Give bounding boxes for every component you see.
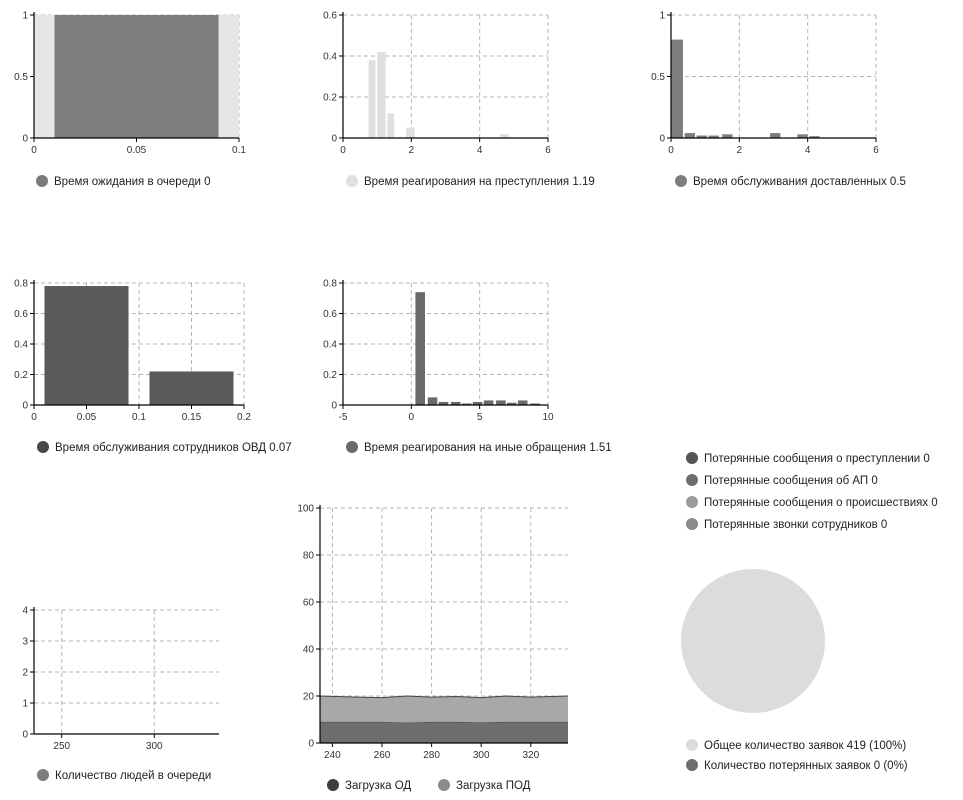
- x-tick-label: 0.2: [237, 412, 251, 423]
- lost-legend-swatch[interactable]: [686, 452, 698, 464]
- x-tick-label: 4: [804, 145, 811, 156]
- lost-legend-label[interactable]: Потерянные звонки сотрудников 0: [704, 519, 888, 531]
- y-tick-label: 0: [22, 400, 28, 412]
- x-tick-label: 0.05: [76, 412, 97, 423]
- bar: [770, 133, 780, 138]
- legend-swatch[interactable]: [346, 441, 358, 453]
- legend-swatch[interactable]: [36, 175, 48, 187]
- bar: [500, 134, 509, 138]
- pie-legend-swatch[interactable]: [686, 759, 698, 771]
- bar: [671, 40, 683, 138]
- legend-label[interactable]: Время ожидания в очереди 0: [54, 176, 211, 188]
- y-tick-label: 0.2: [323, 92, 337, 104]
- x-tick-label: 6: [545, 145, 551, 156]
- y-tick-label: 0: [331, 400, 337, 412]
- bar: [496, 400, 506, 405]
- chart-delivered-service: [651, 11, 906, 189]
- x-tick-label: 0.05: [126, 145, 147, 156]
- y-tick-label: 0.2: [14, 370, 28, 381]
- chart-other-response: [323, 279, 612, 455]
- pie-legend-swatch[interactable]: [686, 739, 698, 751]
- bar: [484, 400, 494, 405]
- lost-legend-label[interactable]: Потерянные сообщения об АП 0: [704, 475, 878, 487]
- y-tick-label: 0.4: [14, 339, 28, 351]
- x-tick-label: 4: [476, 145, 483, 156]
- x-tick-label: 0.15: [181, 412, 202, 423]
- pie-legend-label[interactable]: Количество потерянных заявок 0 (0%): [704, 760, 908, 772]
- legend-label[interactable]: Время обслуживания сотрудников ОВД 0.07: [55, 442, 292, 454]
- pie-slice[interactable]: [681, 569, 825, 713]
- y-tick-label: 0.8: [323, 278, 337, 290]
- x-tick-label: 250: [53, 741, 71, 752]
- y-tick-label: 1: [22, 10, 28, 22]
- x-tick-label: 320: [522, 750, 540, 761]
- y-tick-label: 60: [302, 597, 314, 609]
- x-tick-label: 0: [408, 412, 415, 423]
- y-tick-label: 0.6: [323, 10, 337, 22]
- y-tick-label: 80: [302, 550, 314, 562]
- y-tick-label: 2: [22, 667, 28, 679]
- legend-label[interactable]: Количество людей в очереди: [55, 770, 212, 782]
- lost-legend-swatch[interactable]: [686, 474, 698, 486]
- legend-label[interactable]: Время обслуживания доставленных 0.5: [693, 176, 906, 188]
- x-tick-label: 2: [408, 145, 415, 156]
- bar: [377, 52, 386, 138]
- y-tick-label: 1: [659, 10, 665, 22]
- legend-swatch[interactable]: [438, 779, 450, 791]
- bar: [406, 128, 415, 138]
- legend-swatch[interactable]: [346, 175, 358, 187]
- legend-label[interactable]: Время реагирования на преступления 1.19: [364, 176, 595, 188]
- bar: [518, 400, 528, 405]
- x-tick-label: 10: [542, 412, 554, 423]
- lost-legend-swatch[interactable]: [686, 518, 698, 530]
- x-tick-label: 0: [340, 145, 346, 156]
- y-tick-label: 4: [22, 605, 28, 617]
- y-tick-label: 0.6: [14, 309, 28, 320]
- bar: [428, 397, 438, 405]
- y-tick-label: 0.4: [323, 51, 337, 63]
- y-tick-label: 0.8: [14, 278, 28, 290]
- bar: [369, 60, 376, 138]
- bar: [415, 292, 425, 405]
- chart-queue-people: [22, 606, 219, 783]
- x-tick-label: 6: [873, 145, 879, 156]
- y-tick-label: 0: [331, 133, 337, 145]
- legend-label[interactable]: Загрузка ПОД: [456, 780, 531, 792]
- y-tick-label: 0: [308, 738, 314, 750]
- y-tick-label: 0.5: [651, 72, 665, 83]
- legend-swatch[interactable]: [327, 779, 339, 791]
- y-tick-label: 0: [659, 133, 665, 145]
- chart-crime-response: [323, 11, 595, 189]
- lost-legend-label[interactable]: Потерянные сообщения о происшествиях 0: [704, 497, 938, 509]
- bar: [55, 15, 219, 138]
- x-tick-label: 0.1: [232, 145, 246, 156]
- x-tick-label: 0: [31, 145, 37, 156]
- y-tick-label: 0: [22, 729, 28, 741]
- x-tick-label: 300: [145, 741, 163, 752]
- y-tick-label: 0: [22, 133, 28, 145]
- area-series: [320, 696, 568, 723]
- y-tick-label: 1: [22, 698, 28, 710]
- bar: [685, 133, 695, 138]
- chart-load: [297, 504, 568, 762]
- area-series: [320, 722, 568, 743]
- lost-legend-label[interactable]: Потерянные сообщения о преступлении 0: [704, 453, 930, 465]
- pie-legend-label[interactable]: Общее количество заявок 419 (100%): [704, 740, 907, 752]
- y-tick-label: 100: [297, 503, 314, 515]
- legend-swatch[interactable]: [37, 769, 49, 781]
- chart-wait-queue: [14, 11, 246, 189]
- bar: [387, 113, 394, 138]
- x-tick-label: 300: [472, 750, 490, 761]
- x-tick-label: 260: [373, 750, 391, 761]
- y-tick-label: 40: [302, 644, 314, 656]
- x-tick-label: -5: [338, 412, 348, 423]
- y-tick-label: 3: [22, 636, 28, 648]
- x-tick-label: 5: [476, 412, 483, 423]
- y-tick-label: 0.2: [323, 370, 337, 381]
- x-tick-label: 0: [668, 145, 674, 156]
- bar: [150, 371, 234, 405]
- y-tick-label: 0.6: [323, 309, 337, 320]
- x-tick-label: 0.1: [132, 412, 146, 423]
- y-tick-label: 0.5: [14, 72, 28, 83]
- lost-legend-swatch[interactable]: [686, 496, 698, 508]
- bar: [45, 286, 129, 405]
- chart-ovd-service: [14, 279, 292, 455]
- legend-swatch[interactable]: [675, 175, 687, 187]
- x-tick-label: 0: [31, 412, 37, 423]
- y-tick-label: 20: [302, 691, 314, 703]
- x-tick-label: 2: [736, 145, 743, 156]
- legend-label[interactable]: Загрузка ОД: [345, 780, 412, 792]
- x-tick-label: 240: [324, 750, 341, 761]
- y-tick-label: 0.4: [323, 339, 337, 351]
- legend-swatch[interactable]: [37, 441, 49, 453]
- legend-label[interactable]: Время реагирования на иные обращения 1.51: [364, 442, 612, 454]
- x-tick-label: 280: [423, 750, 440, 761]
